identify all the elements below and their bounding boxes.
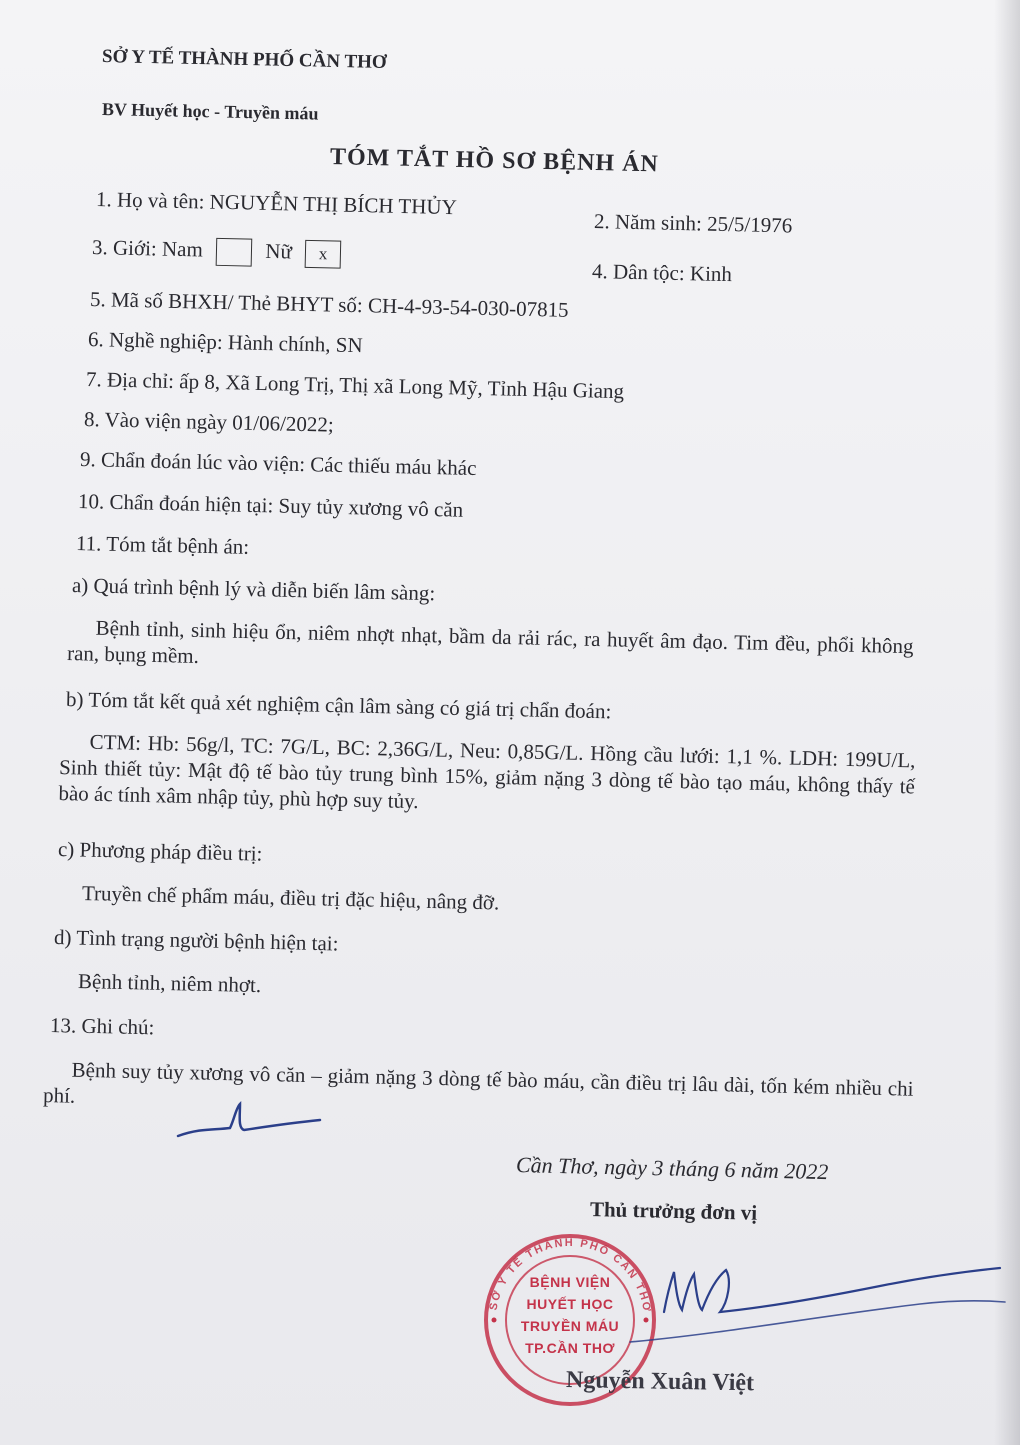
address-label: 7. Địa chỉ: — [85, 367, 175, 393]
insurance-number: CH-4-93-54-030-07815 — [367, 293, 569, 322]
ethnicity-label: 4. Dân tộc: — [591, 259, 685, 286]
occupation-row — [88, 326, 363, 358]
birth-date: 25/5/1976 — [706, 211, 793, 238]
department-header: SỞ Y TẾ THÀNH PHỐ CẦN THƠ — [101, 46, 387, 73]
name-label: 1. Họ và tên: — [95, 187, 205, 214]
hospital-name: BV Huyết học - Truyền máu — [101, 99, 319, 124]
stamp-line-2: HUYẾT HỌC — [526, 1296, 614, 1312]
signer-name: Nguyễn Xuân Việt — [565, 1367, 755, 1397]
notes-heading: 13. Ghi chú: — [49, 1013, 155, 1040]
current-status-heading: d) Tình trạng người bệnh hiện tại: — [53, 925, 339, 956]
insurance-row — [90, 286, 569, 323]
stamp-line-4: TP.CẦN THƠ — [525, 1340, 615, 1356]
occupation-label: 6. Nghề nghiệp: — [87, 327, 223, 355]
summary-heading: 11. Tóm tắt bệnh án: — [75, 531, 250, 559]
current-diagnosis-row — [78, 488, 464, 523]
address-row — [86, 366, 625, 404]
insurance-label: 5. Mã số BHXH/ Thẻ BHYT số: — [89, 287, 364, 318]
current-diagnosis-value: Suy tủy xương vô căn — [278, 493, 464, 522]
clinical-course-text: Bệnh tỉnh, sinh hiệu ổn, niêm nhợt nhạt, bầm da rải rác, ra huyết âm đạo. Tim đều, phổi không ran, bụng mềm. — [66, 615, 914, 668]
gender-male-checkbox[interactable] — [216, 238, 253, 267]
ethnicity-row — [592, 258, 733, 287]
gender-row — [92, 234, 350, 269]
admission-label: 8. Vào viện ngày — [83, 407, 228, 435]
admit-diagnosis-label: 9. Chẩn đoán lúc vào viện: — [79, 447, 306, 477]
stamp-outer-text: SỞ Y TẾ THÀNH PHỐ CẦN THƠ — [487, 1236, 653, 1315]
initial-signature-mark — [170, 1098, 330, 1148]
gender-label: 3. Giới: Nam — [91, 235, 204, 262]
gender-female-checkbox[interactable]: x — [305, 240, 342, 269]
director-signature — [560, 1250, 1010, 1370]
signing-date: Cần Thơ, ngày 3 tháng 6 năm 2022 — [515, 1152, 829, 1185]
stamp-line-3: TRUYỀN MÁU — [520, 1318, 620, 1334]
document-title: TÓM TẮT HỒ SƠ BỆNH ÁN — [329, 144, 660, 178]
address-value: ấp 8, Xã Long Trị, Thị xã Long Mỹ, Tỉnh Hậu Giang — [179, 369, 625, 404]
treatment-heading: c) Phương pháp điều trị: — [57, 837, 263, 866]
gender-female-label: Nữ — [265, 238, 293, 264]
current-diagnosis-label: 10. Chẩn đoán hiện tại: — [77, 489, 274, 518]
current-status-text: Bệnh tỉnh, niêm nhợt. — [77, 969, 262, 998]
birth-label: 2. Năm sinh: — [593, 209, 703, 236]
lab-results-heading: b) Tóm tắt kết quả xét nghiệm cận lâm sàng có giá trị chẩn đoán: — [65, 687, 612, 724]
birth-row — [594, 208, 793, 238]
admit-diagnosis-row — [80, 446, 477, 481]
signer-role: Thủ trưởng đơn vị — [589, 1197, 758, 1225]
ethnicity-value: Kinh — [689, 261, 733, 287]
stamp-line-1: BỆNH VIỆN — [529, 1274, 611, 1290]
notes-text: Bệnh suy tủy xương vô căn – giảm nặng 3 dòng tế bào máu, cần điều trị lâu dài, tốn kém nhiều chi phí. — [42, 1057, 914, 1108]
treatment-text: Truyền chế phẩm máu, điều trị đặc hiệu, nâng đỡ. — [81, 881, 500, 915]
admission-row — [84, 406, 334, 438]
admit-diagnosis-value: Các thiếu máu khác — [310, 452, 477, 480]
admission-date: 01/06/2022; — [232, 410, 335, 437]
clinical-course-heading: a) Quá trình bệnh lý và diễn biến lâm sàng: — [71, 573, 436, 606]
name-row — [96, 186, 457, 220]
occupation-value: Hành chính, SN — [227, 330, 363, 358]
page-edge-shadow — [994, 0, 1020, 1445]
lab-results-text: CTM: Hb: 56g/l, TC: 7G/L, BC: 2,36G/L, Neu: 0,85G/L. Hồng cầu lưới: 1,1 %. LDH: 199U/L, Sinh thiết tủy: Mật độ tế bào tủy trung bình 15%, giảm nặng 3 dòng tế bào tạo máu, không thấy tế bào ác tính xâm nhập tủy, phù hợp suy tủy. — [58, 729, 916, 814]
patient-name: NGUYỄN THỊ BÍCH THỦY — [209, 189, 458, 220]
